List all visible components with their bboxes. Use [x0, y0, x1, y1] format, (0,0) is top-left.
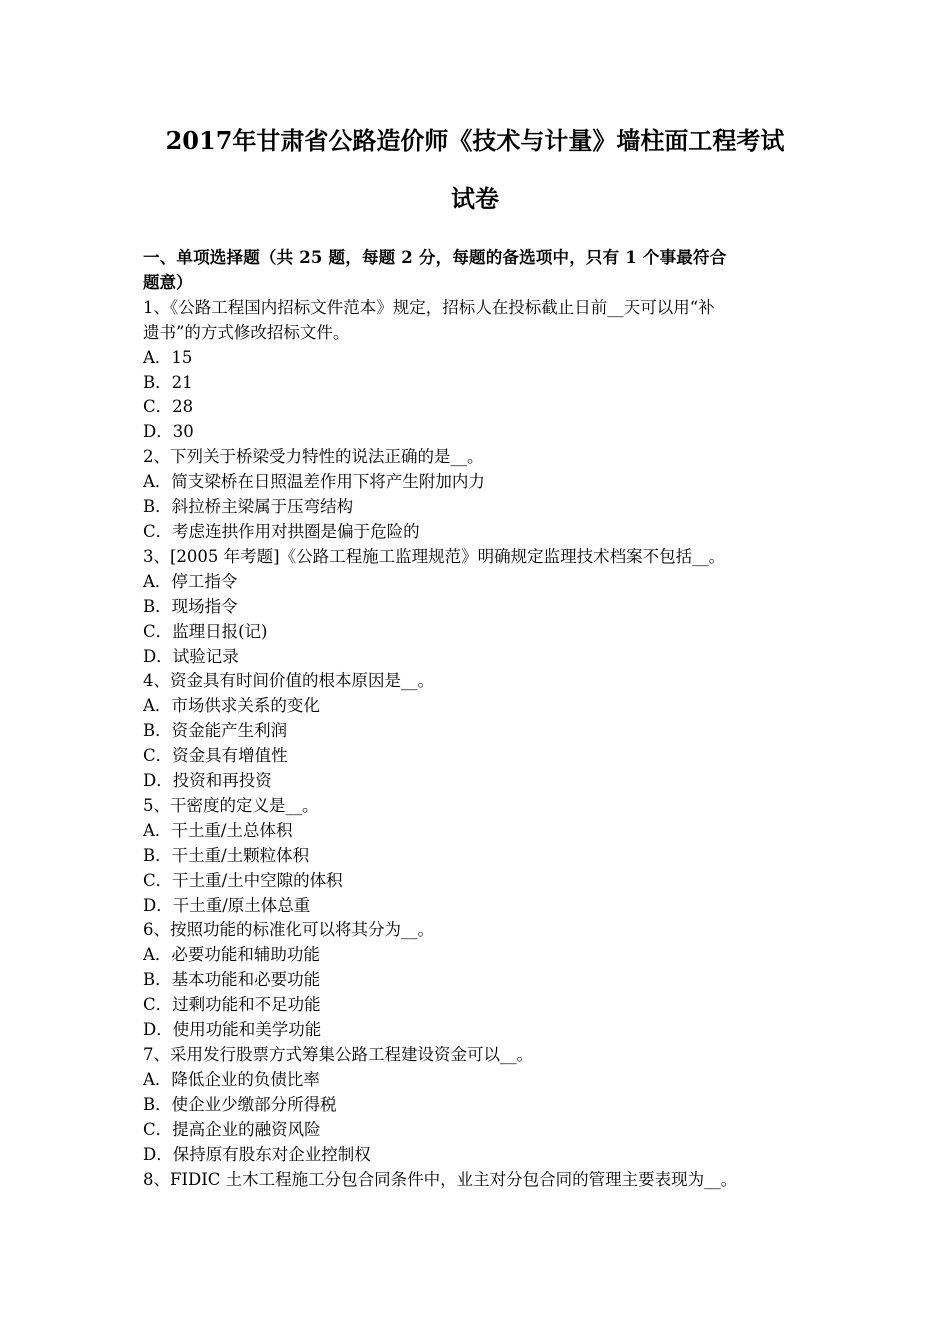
- question-8: [143, 1168, 811, 1193]
- option-b: B．现场指令: [143, 596, 238, 616]
- title-line-1: 2017年甘肃省公路造价师《技术与计量》墙柱面工程考试: [165, 126, 785, 155]
- option-d: D．30: [143, 422, 194, 442]
- question-stem: 3、[2005 年考题]《公路工程施工监理规范》明确规定监理技术档案不包括__。: [143, 546, 726, 566]
- option-b: B．资金能产生利润: [143, 721, 288, 741]
- option-b: B．21: [143, 372, 193, 392]
- question-4: [143, 669, 811, 794]
- option-a: A．停工指令: [143, 571, 238, 591]
- option-c: C．提高企业的融资风险: [143, 1119, 321, 1139]
- option-a: A．必要功能和辅助功能: [143, 945, 320, 965]
- document-body: [143, 246, 811, 1192]
- option-b: B．使企业少缴部分所得税: [143, 1094, 337, 1114]
- option-b: B．斜拉桥主梁属于压弯结构: [143, 497, 354, 517]
- question-6: [143, 918, 811, 1043]
- option-c: C．过剩功能和不足功能: [143, 995, 321, 1015]
- question-stem: 2、下列关于桥梁受力特性的说法正确的是__。: [143, 447, 484, 467]
- section-heading-line-2: 题意）: [143, 272, 193, 292]
- option-a: A．15: [143, 347, 193, 367]
- option-d: D．投资和再投资: [143, 771, 272, 791]
- question-stem-continued: 遗书”的方式修改招标文件。: [143, 322, 350, 342]
- section-heading-line-1: 一、单项选择题（共 25 题，每题 2 分，每题的备选项中，只有 1 个事最符合: [143, 248, 727, 267]
- question-stem: 7、采用发行股票方式筹集公路工程建设资金可以__。: [143, 1045, 533, 1064]
- question-2: [143, 445, 811, 545]
- question-7: [143, 1043, 811, 1168]
- question-stem: 5、干密度的定义是__。: [143, 795, 319, 815]
- question-1: [143, 296, 811, 445]
- option-d: D．干土重/原土体总重: [143, 895, 311, 915]
- option-b: B．干土重/土颗粒体积: [143, 845, 310, 865]
- option-c: C．监理日报(记): [143, 621, 268, 641]
- section-heading: [143, 246, 811, 296]
- option-d: D．使用功能和美学功能: [143, 1020, 322, 1040]
- option-c: C．28: [143, 397, 194, 417]
- option-d: D．保持原有股东对企业控制权: [143, 1144, 371, 1164]
- option-c: C．考虑连拱作用对拱圈是偏于危险的: [143, 521, 420, 541]
- question-5: [143, 794, 811, 919]
- question-stem: 8、FIDIC 土木工程施工分包合同条件中，业主对分包合同的管理主要表现为__。: [143, 1169, 738, 1189]
- question-stem: 1、《公路工程国内招标文件范本》规定，招标人在投标截止日前__天可以用“补: [143, 297, 715, 317]
- option-a: A．简支梁桥在日照温差作用下将产生附加内力: [143, 472, 485, 492]
- option-b: B．基本功能和必要功能: [143, 970, 321, 990]
- option-c: C．干土重/土中空隙的体积: [143, 870, 343, 890]
- title-line-2: 试卷: [451, 184, 499, 213]
- option-d: D．试验记录: [143, 646, 239, 666]
- option-a: A．降低企业的负债比率: [143, 1069, 320, 1089]
- question-3: [143, 545, 811, 670]
- option-c: C．资金具有增值性: [143, 746, 288, 766]
- option-a: A．市场供求关系的变化: [143, 696, 320, 716]
- document-title: [120, 112, 830, 228]
- question-stem: 6、按照功能的标准化可以将其分为__。: [143, 920, 434, 940]
- question-stem: 4、资金具有时间价值的根本原因是__。: [143, 671, 434, 691]
- option-a: A．干土重/土总体积: [143, 820, 293, 840]
